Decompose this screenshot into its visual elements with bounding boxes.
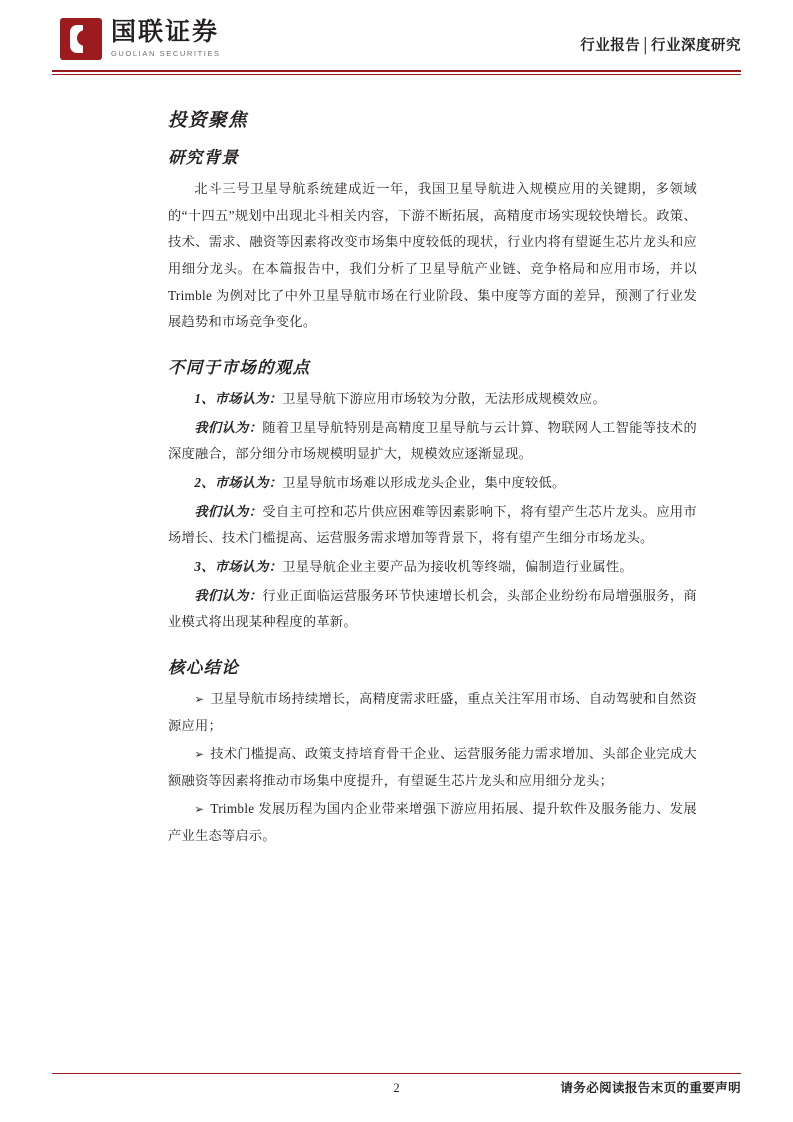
conclusion-item-1-text: 卫星导航市场持续增长，高精度需求旺盛，重点关注军用市场、自动驾驶和自然资源应用； [168,690,697,733]
viewpoint-3-ours-text: 行业正面临运营服务环节快速增长机会，头部企业纷纷布局增强服务，商业模式将出现某种程度的革新。 [168,587,697,630]
conclusion-item-2-text: 技术门槛提高、政策支持培育骨干企业、运营服务能力需求增加、头部企业完成大额融资等因素将推动市场集中度提升，有望诞生芯片龙头和应用细分龙头； [168,746,697,788]
arrow-bullet-icon: ➢ [194,802,205,817]
viewpoint-1-market-label: 1、市场认为： [194,390,283,406]
conclusion-item-1 [168,686,697,739]
report-category-label: 行业报告│行业深度研究 [580,38,741,54]
heading-different-view: 不同于市场的观点 [168,357,311,377]
arrow-bullet-icon: ➢ [194,747,205,762]
viewpoint-3-market [168,554,697,581]
conclusion-item-3 [168,796,697,849]
viewpoint-1-market [168,386,697,413]
conclusion-item-3-text: Trimble 发展历程为国内企业带来增强下游应用拓展、提升软件及服务能力、发展产业生态等启示。 [168,801,697,844]
brand-logo-text [111,20,221,58]
brand-name-cn: 国联证券 [111,18,220,46]
viewpoint-1-ours-text: 随着卫星导航特别是高精度卫星导航与云计算、物联网人工智能等技术的深度融合，部分细分市场规模明显扩大，规模效应逐渐显现。 [168,419,697,462]
viewpoint-2-market-text: 卫星导航市场难以形成龙头企业，集中度较低。 [282,474,566,490]
header-divider-thin [52,74,741,75]
guolian-logo-icon [60,18,102,60]
viewpoint-1-ours-label: 我们认为： [194,419,263,435]
viewpoint-2-ours [168,499,697,552]
viewpoint-1-ours [168,415,697,468]
page-number: 2 [393,1081,400,1095]
viewpoint-2-ours-text: 受自主可控和芯片供应困难等因素影响下，将有望产生芯片龙头。应用市场增长、技术门槛提高、运营服务需求增加等背景下，将有望产生细分市场龙头。 [168,503,697,546]
conclusion-item-2 [168,741,697,794]
header-divider-thick [52,70,741,72]
brand-name-en: GUOLIAN SECURITIES [111,49,221,59]
viewpoint-3-ours [168,583,697,636]
viewpoint-3-ours-label: 我们认为： [194,587,263,603]
page-title: 投资聚焦 [168,111,249,131]
viewpoint-2-market [168,470,697,497]
footer-divider [52,1073,741,1074]
viewpoint-1-market-text: 卫星导航下游应用市场较为分散，无法形成规模效应。 [282,390,606,406]
arrow-bullet-icon: ➢ [194,691,205,706]
heading-research-background: 研究背景 [168,148,240,167]
page-content [0,92,793,852]
paragraph-research-background: 北斗三号卫星导航系统建成近一年，我国卫星导航进入规模应用的关键期，多领域的“十四五”规划中出现北斗相关内容，下游不断拓展，高精度市场实现较快增长。政策、技术、需求、融资等因素将改变市场集中度较低的现状，行业内将有望诞生芯片龙头和应用细分龙头。在本篇报告中，我们分析了卫星导航产业链、竞争格局和应用市场，并以 Trimble 为例对比了中外卫星导航市场在行业阶段、集中度等方面的差异，预测了行业发展趋势和市场竞争变化。 [168,181,697,330]
brand-logo [60,18,221,60]
viewpoint-3-market-text: 卫星导航企业主要产品为接收机等终端，偏制造行业属性。 [282,558,633,574]
viewpoint-2-market-label: 2、市场认为： [194,474,283,490]
page-header [0,0,793,78]
footer-disclaimer: 请务必阅读报告末页的重要声明 [560,1081,741,1095]
heading-core-conclusions: 核心结论 [168,657,240,677]
viewpoint-2-ours-label: 我们认为： [194,503,263,519]
viewpoint-3-market-label: 3、市场认为： [194,558,283,574]
